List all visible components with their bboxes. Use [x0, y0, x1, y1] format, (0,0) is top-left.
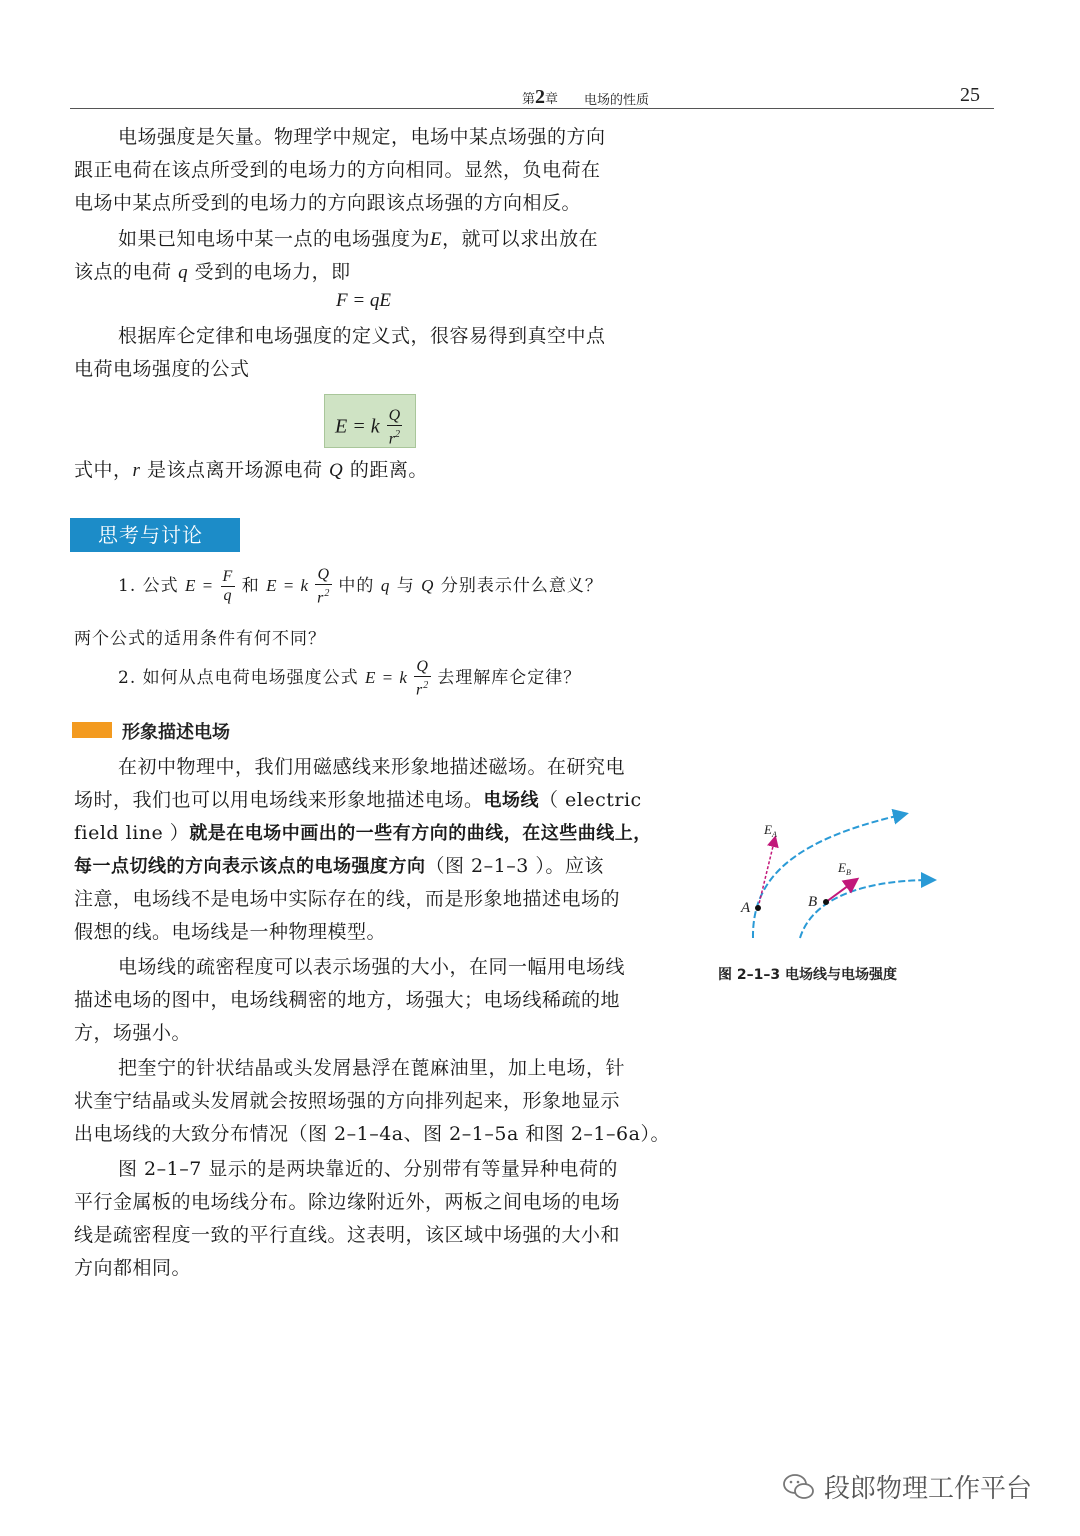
svg-text:EB: $E_B$ [838, 860, 851, 877]
point-A [755, 905, 761, 911]
q1-fraction-2: $\frac{Q}{r^2}$ [317, 566, 331, 607]
header-rule [70, 108, 994, 109]
para8-line4: 方向都相同。 [74, 1257, 192, 1279]
section-title: 形象描述电场 [122, 722, 230, 743]
wechat-icon [782, 1472, 816, 1502]
think-discuss-banner: 思考与讨论 [70, 518, 240, 552]
question-2: 2. 如何从点电荷电场强度公式 E = k $\frac{Q}{r^2}$ 去理解库仑定律？ [118, 658, 582, 699]
para6-line2: 描述电场的图中，电场线稠密的地方，场强大；电场线稀疏的地 [74, 989, 621, 1011]
para6-line3: 方，场强小。 [74, 1022, 192, 1044]
para1-line2: 跟正电荷在该点所受到的电场力的方向相同。显然，负电荷在 [74, 159, 601, 181]
para5-line3: field line ）就是在电场中画出的一些有方向的曲线，在这些曲线上， [74, 822, 652, 844]
q2-fraction: $\frac{Q}{r^2}$ [416, 658, 430, 699]
para5-line1: 在初中物理中，我们用磁感线来形象地描述磁场。在研究电 [118, 756, 626, 778]
chapter-label: 第2章 [522, 86, 559, 108]
para1-line1: 电场强度是矢量。物理学中规定，电场中某点场强的方向 [118, 126, 606, 148]
para7-line1: 把奎宁的针状结晶或头发屑悬浮在蓖麻油里，加上电场，针 [118, 1057, 626, 1079]
formula2-lhs: E = k [335, 415, 380, 438]
chapter-title: 电场的性质 [584, 92, 650, 107]
label-B: B [808, 894, 818, 910]
field-line-lower [800, 880, 933, 938]
point-B [823, 899, 829, 905]
svg-text:EA: $E_A$ [764, 822, 777, 839]
para3-line1: 根据库仑定律和电场强度的定义式，很容易得到真空中点 [118, 325, 606, 347]
para7-line3: 出电场线的大致分布情况（图 2–1–4a、图 2–1–5a 和图 2–1–6a）。 [74, 1123, 670, 1145]
para2-line2: 该点的电荷 q 受到的电场力，即 [74, 261, 351, 283]
section-marker [72, 722, 112, 738]
para6-line1: 电场线的疏密程度可以表示场强的大小，在同一幅用电场线 [118, 956, 626, 978]
para8-line2: 平行金属板的电场线分布。除边缘附近外，两板之间电场的电场 [74, 1191, 621, 1213]
field-lines-figure [720, 800, 960, 950]
q1-fraction-1: $\frac{F}{q}$ [222, 568, 234, 605]
point-charge-formula-box [324, 394, 416, 448]
label-A: A [741, 900, 751, 916]
para5-line5: 注意，电场线不是电场中实际存在的线，而是形象地描述电场的 [74, 888, 621, 910]
para5-line2: 场时，我们也可以用电场线来形象地描述电场。电场线（ electric [74, 789, 642, 811]
para8-line3: 线是疏密程度一致的平行直线。这表明，该区域中场强的大小和 [74, 1224, 621, 1246]
para7-line2: 状奎宁结晶或头发屑就会按照场强的方向排列起来，形象地显示 [74, 1090, 621, 1112]
formula2-fraction: $\frac{Q}{r^2}$ [388, 407, 401, 448]
para4: 式中，r 是该点离开场源电荷 Q 的距离。 [74, 459, 428, 481]
para1-line3: 电场中某点所受到的电场力的方向跟该点场强的方向相反。 [74, 192, 582, 214]
label-EB: E [838, 860, 846, 875]
label-EA: E [764, 822, 772, 837]
vector-EA [758, 838, 775, 908]
para5-line6: 假想的线。电场线是一种物理模型。 [74, 921, 387, 943]
para8-line1: 图 2–1–7 显示的是两块靠近的、分别带有等量异种电荷的 [118, 1158, 618, 1180]
question-1: 1. 公式 E = $\frac{F}{q}$ 和 E = k $\frac{Q}{r^2}$ 中的 q 与 Q 分别表示什么意义？ [118, 566, 603, 607]
para2-line1: 如果已知电场中某一点的电场强度为E，就可以求出放在 [118, 228, 599, 250]
formula-force: F = qE [336, 290, 392, 311]
para5-line4: 每一点切线的方向表示该点的电场强度方向（图 2–1–3 ）。应该 [74, 855, 604, 877]
para3-line2: 电荷电场强度的公式 [74, 358, 250, 380]
question-1-line2: 两个公式的适用条件有何不同？ [74, 629, 326, 649]
figure-caption: 图 2–1–3 电场线与电场强度 [718, 967, 897, 983]
watermark-text: 段郎物理工作平台 [824, 1474, 1033, 1504]
page-number: 25 [960, 84, 980, 106]
